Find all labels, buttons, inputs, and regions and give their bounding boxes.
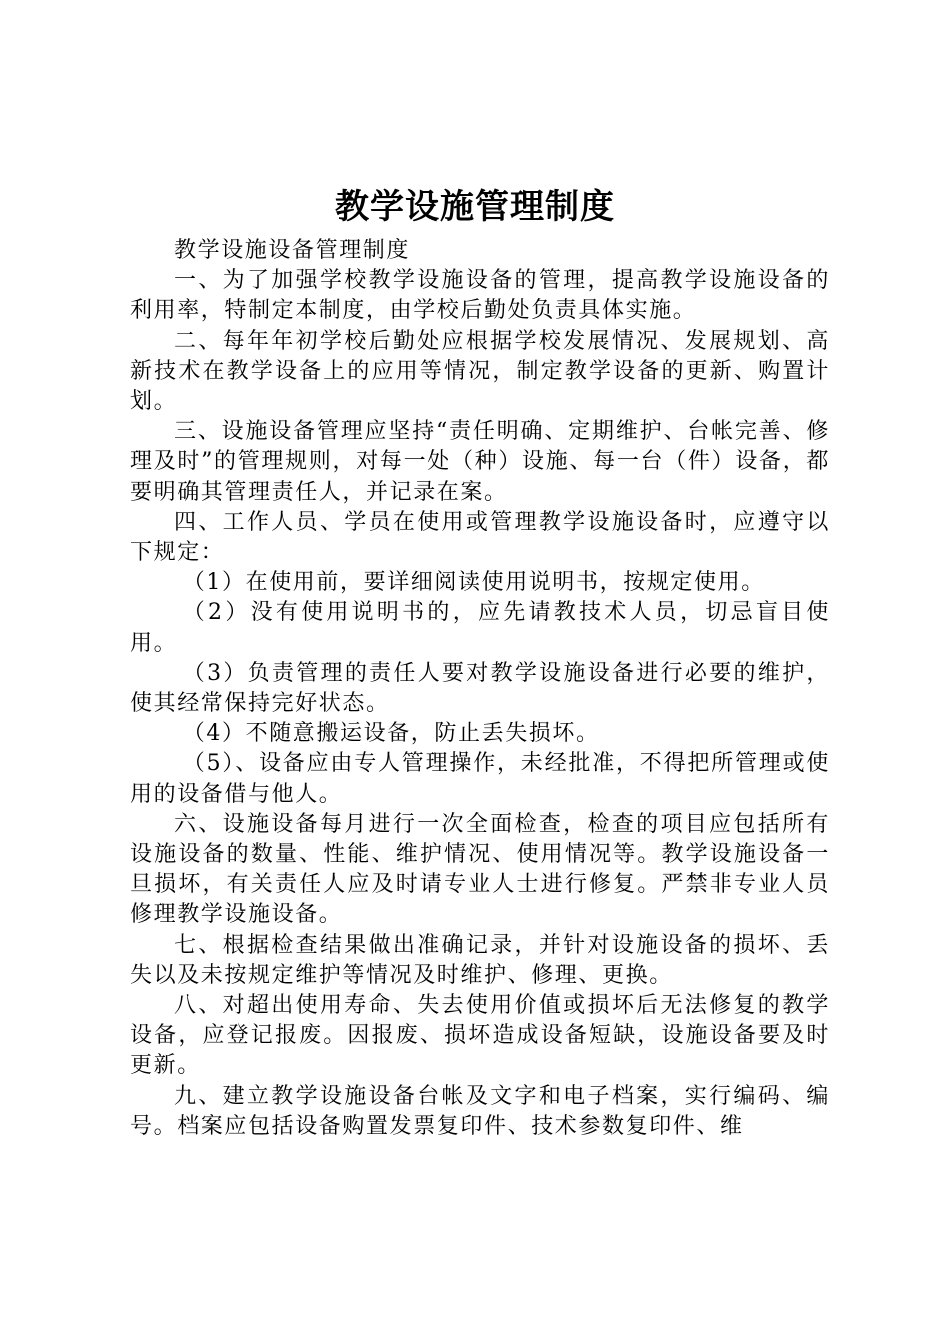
document-body: [130, 236, 830, 1142]
sub-item-2: （2）没有使用说明书的，应先请教技术人员，切忌盲目使用。: [130, 600, 830, 656]
sub-item-1: （1）在使用前，要详细阅读使用说明书，按规定使用。: [182, 570, 765, 596]
paragraph-4: 四、工作人员、学员在使用或管理教学设施设备时，应遵守以下规定：: [130, 509, 830, 566]
paragraph-6: 六、设施设备每月进行一次全面检查，检查的项目应包括所有设施设备的数量、性能、维护情况、使用情况等。教学设施设备一旦损坏，有关责任人应及时请专业人士进行修复。严禁非专业人员修理教学设施设备。: [130, 811, 830, 928]
paragraph-3: 三、设施设备管理应坚持“责任明确、定期维护、台帐完善、修理及时”的管理规则，对每一处（种）设施、每一台（件）设备，都要明确其管理责任人，并记录在案。: [130, 419, 830, 505]
paragraph-1: 一、为了加强学校教学设施设备的管理，提高教学设施设备的利用率，特制定本制度，由学校后勤处负责具体实施。: [130, 268, 830, 324]
paragraph-7: 七、根据检查结果做出准确记录，并针对设施设备的损坏、丢失以及未按规定维护等情况及时维护、修理、更换。: [130, 932, 830, 988]
paragraph-8: 八、对超出使用寿命、失去使用价值或损坏后无法修复的教学设备，应登记报废。因报废、损坏造成设备短缺，设施设备要及时更新。: [130, 993, 830, 1079]
sub-item-5: （5）、设备应由专人管理操作，未经批准，不得把所管理或使用的设备借与他人。: [130, 751, 830, 807]
paragraph-2: 二、每年年初学校后勤处应根据学校发展情况、发展规划、高新技术在教学设备上的应用等情况，制定教学设备的更新、购置计划。: [130, 328, 830, 415]
paragraph-heading: 教学设施设备管理制度: [174, 238, 411, 263]
paragraph-9: 九、建立教学设施设备台帐及文字和电子档案，实行编码、编号。档案应包括设备购置发票复印件、技术参数复印件、维: [130, 1083, 830, 1139]
document-title: 教学设施管理制度: [335, 187, 615, 227]
sub-item-3: （3）负责管理的责任人要对教学设施设备进行必要的维护，使其经常保持完好状态。: [130, 660, 830, 717]
sub-item-4: （4）不随意搬运设备，防止丢失损坏。: [182, 721, 600, 747]
